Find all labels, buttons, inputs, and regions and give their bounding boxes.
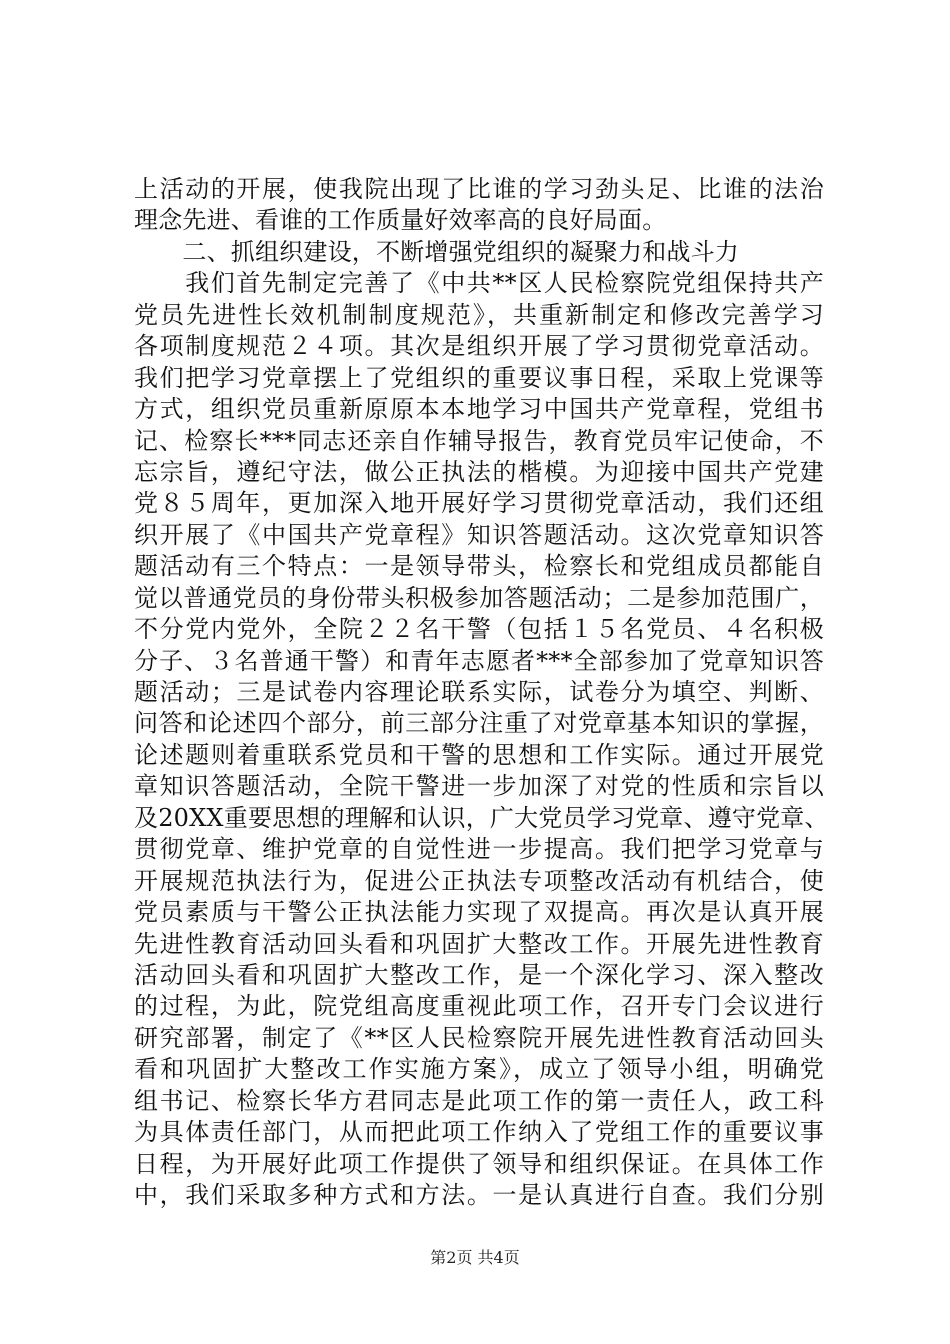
text-line: 问答和论述四个部分，前三部分注重了对党章基本知识的掌握， — [134, 709, 824, 738]
text-line: 看和巩固扩大整改工作实施方案》，成立了领导小组，明确党 — [134, 1055, 824, 1084]
text-line: 理念先进、看谁的工作质量好效率高的良好局面。 — [134, 206, 667, 235]
text-line: 及20XX重要思想的理解和认识，广大党员学习党章、遵守党章、 — [134, 803, 829, 832]
text-line: 不分党内党外，全院２２名干警（包括１５名党员、４名积极 — [134, 615, 824, 644]
text-line: 论述题则着重联系党员和干警的思想和工作实际。通过开展党 — [134, 740, 824, 769]
text-line: 的过程，为此，院党组高度重视此项工作，召开专门会议进行 — [134, 992, 824, 1021]
text-line: 党员先进性长效机制制度规范》，共重新制定和修改完善学习 — [134, 300, 824, 329]
text-line: 开展规范执法行为，促进公正执法专项整改活动有机结合，使 — [134, 866, 824, 895]
text-line: 研究部署，制定了《**区人民检察院开展先进性教育活动回头 — [134, 1023, 824, 1052]
text-line: 我们首先制定完善了《中共**区人民检察院党组保持共产 — [134, 269, 824, 298]
text-line: 记、检察长***同志还亲自作辅导报告，教育党员牢记使命，不 — [134, 426, 824, 455]
page-footer: 第2页 共4页 — [430, 1248, 520, 1267]
text-line: 党８５周年，更加深入地开展好学习贯彻党章活动，我们还组 — [134, 489, 824, 518]
text-line: 党员素质与干警公正执法能力实现了双提高。再次是认真开展 — [134, 898, 824, 927]
text-line: 组书记、检察长华方君同志是此项工作的第一责任人，政工科 — [134, 1086, 824, 1115]
text-line: 中，我们采取多种方式和方法。一是认真进行自查。我们分别 — [134, 1181, 824, 1209]
text-line: 分子、３名普通干警）和青年志愿者***全部参加了党章知识答 — [134, 646, 824, 675]
text-line: 各项制度规范２４项。其次是组织开展了学习贯彻党章活动。 — [134, 332, 824, 361]
document-body — [134, 174, 829, 1211]
text-line: 题活动有三个特点：一是领导带头，检察长和党组成员都能自 — [134, 552, 824, 581]
text-line: 活动回头看和巩固扩大整改工作，是一个深化学习、深入整改 — [134, 960, 824, 989]
text-line: 织开展了《中国共产党章程》知识答题活动。这次党章知识答 — [134, 520, 824, 549]
text-line: 我们把学习党章摆上了党组织的重要议事日程，采取上党课等 — [134, 363, 824, 392]
text-line: 上活动的开展，使我院出现了比谁的学习劲头足、比谁的法治 — [134, 175, 824, 203]
text-line: 方式，组织党员重新原原本本地学习中国共产党章程，党组书 — [134, 395, 824, 424]
text-line: 觉以普通党员的身份带头积极参加答题活动；二是参加范围广， — [134, 583, 824, 612]
text-line: 题活动；三是试卷内容理论联系实际，试卷分为填空、判断、 — [134, 678, 824, 706]
text-line: 贯彻党章、维护党章的自觉性进一步提高。我们把学习党章与 — [134, 835, 824, 864]
text-line: 章知识答题活动，全院干警进一步加深了对党的性质和宗旨以 — [134, 772, 824, 801]
text-line: 忘宗旨，遵纪守法，做公正执法的楷模。为迎接中国共产党建 — [134, 457, 824, 486]
section-heading: 二、抓组织建设，不断增强党组织的凝聚力和战斗力 — [134, 237, 739, 266]
text-line: 为具体责任部门，从而把此项工作纳入了党组工作的重要议事 — [134, 1118, 824, 1147]
text-line: 日程，为开展好此项工作提供了领导和组织保证。在具体工作 — [134, 1149, 824, 1178]
text-line: 先进性教育活动回头看和巩固扩大整改工作。开展先进性教育 — [134, 929, 824, 958]
